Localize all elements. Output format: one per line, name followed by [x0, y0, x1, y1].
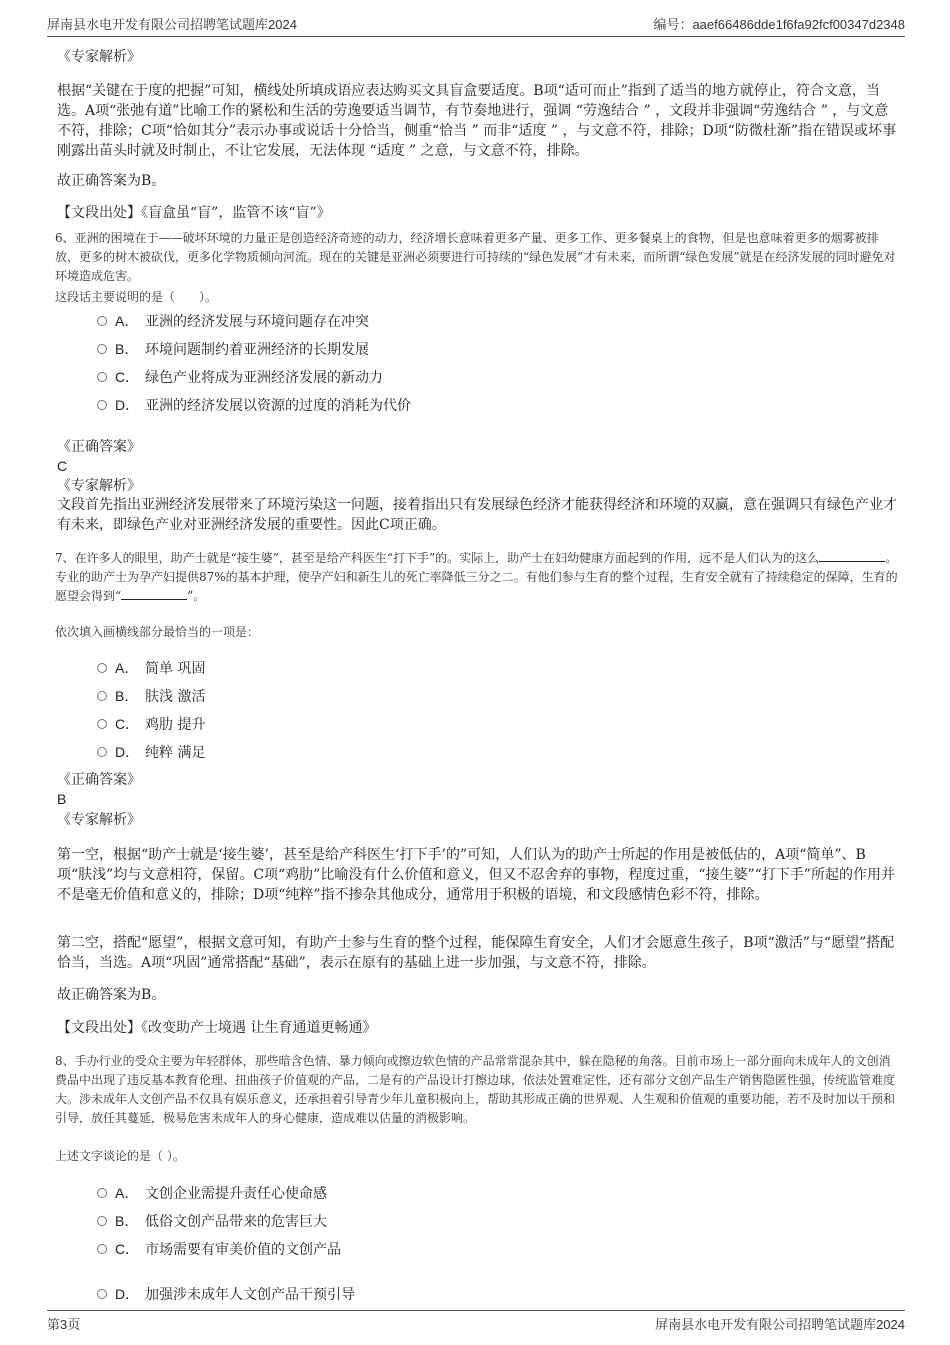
footer-title: 屏南县水电开发有限公司招聘笔试题库2024 [655, 1317, 905, 1332]
radio-icon[interactable] [97, 316, 107, 326]
radio-icon[interactable] [97, 400, 107, 410]
q5-source: 【文段出处】《盲盒虽“盲”，监管不该“盲”》 [57, 205, 331, 221]
radio-icon[interactable] [97, 719, 107, 729]
q5-expert-label: 《专家解析》 [57, 49, 141, 65]
q8-option-d[interactable]: D． 加强涉未成年人文创产品干预引导 [97, 1284, 355, 1305]
page-header [47, 14, 905, 37]
q6-option-a[interactable]: A． 亚洲的经济发展与环境问题存在冲突 [97, 311, 369, 332]
q6-expert-label: 《专家解析》 [57, 478, 141, 494]
q7-option-b[interactable]: B． 肤浅 激活 [97, 686, 205, 707]
q6-option-c[interactable]: C． 绿色产业将成为亚洲经济发展的新动力 [97, 367, 383, 388]
q6-analysis: 文段首先指出亚洲经济发展带来了环境污染这一问题，接着指出只有发展绿色经济才能获得经济和环境的双赢，意在强调只有绿色产业才有未来，即绿色产业对亚洲经济发展的重要性。因此C项正确。 [57, 497, 897, 533]
q8-question: 上述文字谈论的是（ ）。 [55, 1149, 185, 1163]
q7-stem: 7、在许多人的眼里，助产士就是“接生婆”，甚至是给产科医生“打下手”的。实际上，助产士在妇幼健康方面起到的作用，远不是人们认为的这么 。专业的助产士为孕产妇提供87%的基本护理，使孕产妇和新生儿的死亡率降低三分之二。有他们参与生育的整个过程，生育安全就有了持续稳定的保障，生育的愿望会得到“ ”。 [55, 551, 898, 603]
header-title: 屏南县水电开发有限公司招聘笔试题库2024 [47, 17, 297, 32]
q5-analysis: 根据“关键在于度的把握”可知，横线处所填成语应表达购买文具盲盒要适度。B项“适可而止”指到了适当的地方就停止，符合文意，当选。A项“张弛有道”比喻工作的紧松和生活的劳逸要适当调节，有节奏地进行，强调 “劳逸结合 ” ，文段并非强调“劳逸结合 ” ，与文意不符，排除；C项“恰如其分”表示办事或说话十分恰当，侧重“恰当 ” 而非“适度 ” ，与文意不符，排除；D项“防微杜渐”指在错误或坏事刚露出苗头时就及时制止，不让它发展，无法体现 “适度 ” 之意，与文意不符，排除。 [57, 83, 896, 159]
q7-option-a[interactable]: A． 简单 巩固 [97, 658, 205, 679]
q6-stem: 6、亚洲的困境在于——破坏环境的力量正是创造经济奇迹的动力，经济增长意味着更多产量、更多工作、更多餐桌上的食物，但是也意味着更多的烟雾被排放，更多的树木被砍伐，更多化学物质倾向河流。现在的关键是亚洲必须要进行可持续的“绿色发展”才有未来，而所谓“绿色发展”就是在经济发展的同时避免对环境造成危害。 [55, 231, 896, 283]
q7-answer: B [57, 791, 67, 807]
q8-option-a[interactable]: A． 文创企业需提升责任心使命感 [97, 1183, 327, 1204]
q6-question: 这段话主要说明的是（ ）。 [55, 290, 218, 304]
radio-icon[interactable] [97, 663, 107, 673]
q8-option-c[interactable]: C． 市场需要有审美价值的文创产品 [97, 1239, 341, 1260]
radio-icon[interactable] [97, 344, 107, 354]
q7-option-c[interactable]: C． 鸡肋 提升 [97, 714, 205, 735]
q8-option-b[interactable]: B． 低俗文创产品带来的危害巨大 [97, 1211, 327, 1232]
q7-analysis-1: 第一空，根据“助产士就是‘接生婆’，甚至是给产科医生‘打下手’的”可知，人们认为的助产士所起的作用是被低估的，A项“简单”、B项“肤浅”均与文意相符，保留。C项“鸡肋”比喻没有什么价值和意义，但又不忍舍弃的事物，程度过重，“接生婆”“打下手”所起的作用并不是毫无价值和意义的，排除；D项“纯粹”指不掺杂其他成分，通常用于积极的语境，和文段感情色彩不符，排除。 [57, 847, 895, 903]
radio-icon[interactable] [97, 1289, 107, 1299]
q7-source: 【文段出处】《改变助产士境遇 让生育通道更畅通》 [57, 1020, 377, 1036]
radio-icon[interactable] [97, 1216, 107, 1226]
q7-answer-label: 《正确答案》 [57, 772, 141, 788]
fill-blank-1 [819, 549, 885, 562]
q8-stem: 8、手办行业的受众主要为年轻群体，那些暗含色情、暴力倾向或擦边软色情的产品常常混杂其中，躲在隐秘的角落。目前市场上一部分面向未成年人的文创消费品中出现了违反基本教育伦理、扭曲孩子价值观的产品，二是有的产品设计打擦边球，依法处置难定性，还有部分文创产品生产销售隐匿性强，传统监管难度大。涉未成年人文创产品不仅具有娱乐意义，还承担着引导青少年儿童积极向上，帮助其形成正确的世界观、人生观和价值观的重要功能，若不及时加以干预和引导，放任其蔓延，极易危害未成年人的身心健康，造成难以估量的消极影响。 [55, 1054, 896, 1125]
radio-icon[interactable] [97, 691, 107, 701]
radio-icon[interactable] [97, 372, 107, 382]
q6-option-b[interactable]: B． 环境问题制约着亚洲经济的长期发展 [97, 339, 369, 360]
header-doc-id: 编号：aaef66486dde1f6fa92fcf00347d2348 [653, 17, 905, 32]
q6-answer-label: 《正确答案》 [57, 439, 141, 455]
q7-expert-label: 《专家解析》 [57, 812, 141, 828]
q7-option-d[interactable]: D． 纯粹 满足 [97, 742, 205, 763]
fill-blank-2 [121, 587, 187, 600]
page-footer [47, 1310, 905, 1333]
q7-analysis-2: 第二空，搭配“愿望”，根据文意可知，有助产士参与生育的整个过程，能保障生育安全，人们才会愿意生孩子，B项“激活”与“愿望”搭配恰当，当选。A项“巩固”通常搭配“基础”，表示在原有的基础上进一步加强，与文意不符，排除。 [57, 935, 895, 971]
q6-answer: C [57, 458, 68, 474]
radio-icon[interactable] [97, 1244, 107, 1254]
page-number: 第3页 [47, 1317, 81, 1332]
radio-icon[interactable] [97, 1188, 107, 1198]
q5-conclusion: 故正确答案为B。 [57, 173, 166, 189]
radio-icon[interactable] [97, 747, 107, 757]
q7-question: 依次填入画横线部分最恰当的一项是： [55, 625, 260, 639]
q6-option-d[interactable]: D． 亚洲的经济发展以资源的过度的消耗为代价 [97, 395, 411, 416]
q7-conclusion: 故正确答案为B。 [57, 987, 166, 1003]
